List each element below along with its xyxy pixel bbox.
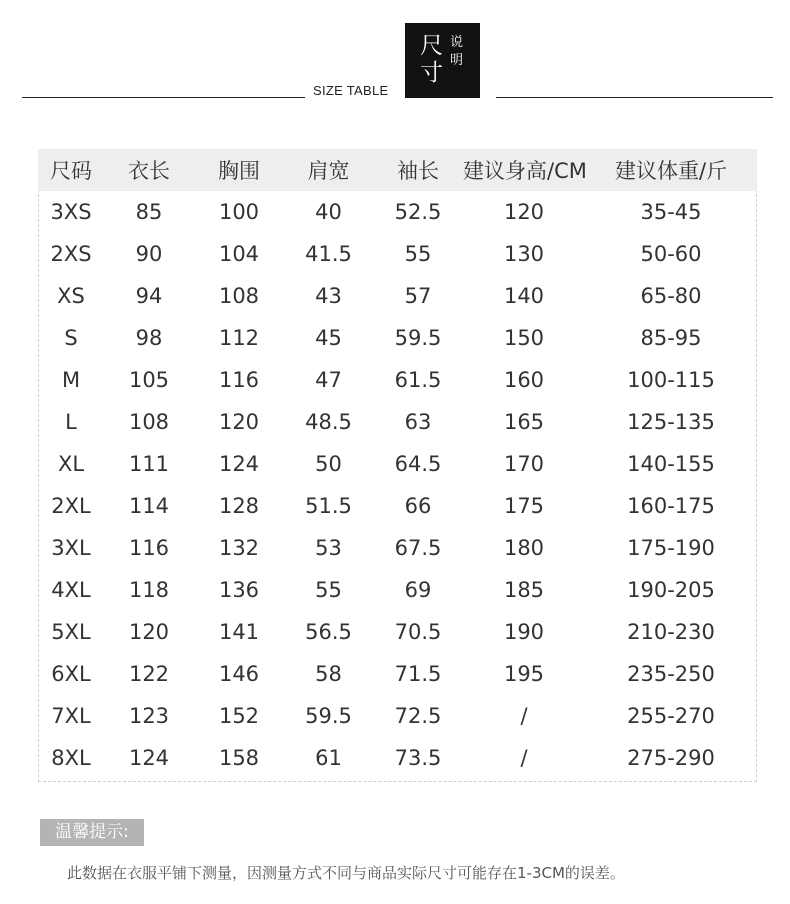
table-cell: 35-45 <box>640 200 702 224</box>
table-cell: / <box>520 746 528 770</box>
table-cell: 255-270 <box>627 704 715 728</box>
table-cell: 56.5 <box>305 620 352 644</box>
tip-label: 温馨提示: <box>40 819 144 846</box>
column-header-shoulder: 肩宽 <box>307 159 350 183</box>
column-header-sleeve: 袖长 <box>397 159 439 183</box>
table-cell: 120 <box>128 620 170 644</box>
table-cell: 98 <box>135 326 163 350</box>
badge-char-shuo: 说 <box>450 35 464 50</box>
table-cell: 48.5 <box>305 410 352 434</box>
badge-char-chi: 尺 <box>420 33 443 59</box>
table-cell: 160-175 <box>627 494 715 518</box>
table-row <box>38 275 757 317</box>
table-cell: 8XL <box>51 746 91 770</box>
table-cell: 128 <box>218 494 260 518</box>
table-cell: 120 <box>503 200 545 224</box>
table-cell: 165 <box>503 410 545 434</box>
table-cell: 69 <box>404 578 432 602</box>
table-cell: 152 <box>218 704 260 728</box>
table-cell: 124 <box>218 452 260 476</box>
table-cell: 100-115 <box>627 368 715 392</box>
table-row <box>38 653 757 695</box>
table-cell: 64.5 <box>394 452 442 476</box>
table-cell: 4XL <box>51 578 91 602</box>
header-rule-right <box>496 97 773 98</box>
table-cell: 57 <box>404 284 432 308</box>
table-cell: 160 <box>503 368 545 392</box>
table-row <box>38 401 757 443</box>
table-cell: 108 <box>128 410 170 434</box>
size-table-grid <box>38 149 757 779</box>
table-row <box>38 737 757 779</box>
column-header-height: 建议身高/CM <box>463 159 587 183</box>
table-cell: 185 <box>503 578 545 602</box>
table-cell: 124 <box>128 746 170 770</box>
table-cell: 170 <box>503 452 545 476</box>
table-cell: 141 <box>218 620 260 644</box>
table-cell: 2XS <box>50 242 92 266</box>
table-cell: 123 <box>128 704 170 728</box>
table-cell: 55 <box>404 242 432 266</box>
table-cell: 116 <box>128 536 170 560</box>
table-cell: 122 <box>128 662 170 686</box>
table-cell: 90 <box>135 242 163 266</box>
table-cell: 5XL <box>51 620 91 644</box>
table-cell: 118 <box>128 578 170 602</box>
table-row <box>38 191 757 233</box>
table-cell: 94 <box>135 284 163 308</box>
header-rule-left <box>22 97 305 98</box>
table-cell: 85-95 <box>640 326 702 350</box>
table-cell: 120 <box>218 410 260 434</box>
tip-text: 此数据在衣服平铺下测量，因测量方式不同与商品实际尺寸可能存在1-3CM的误差。 <box>67 864 625 882</box>
table-row <box>38 233 757 275</box>
table-row <box>38 695 757 737</box>
table-cell: 150 <box>503 326 545 350</box>
table-cell: 190-205 <box>627 578 715 602</box>
table-cell: 210-230 <box>627 620 715 644</box>
table-cell: 65-80 <box>640 284 702 308</box>
table-cell: 52.5 <box>394 200 442 224</box>
table-row <box>38 317 757 359</box>
table-cell: / <box>520 704 528 728</box>
table-cell: 53 <box>315 536 342 560</box>
table-cell: 63 <box>404 410 432 434</box>
table-cell: 50 <box>315 452 342 476</box>
table-cell: 180 <box>503 536 545 560</box>
table-cell: 136 <box>218 578 260 602</box>
table-cell: XS <box>57 284 85 308</box>
table-cell: 190 <box>503 620 545 644</box>
table-row <box>38 527 757 569</box>
column-header-size: 尺码 <box>50 159 92 183</box>
table-cell: 58 <box>315 662 342 686</box>
table-cell: L <box>65 410 77 434</box>
table-cell: 61 <box>315 746 342 770</box>
table-cell: 111 <box>128 452 170 476</box>
table-cell: 108 <box>218 284 260 308</box>
size-guide-badge <box>405 23 480 98</box>
table-cell: 114 <box>128 494 170 518</box>
table-cell: 140 <box>503 284 545 308</box>
table-cell: 7XL <box>51 704 91 728</box>
table-cell: 132 <box>218 536 260 560</box>
table-cell: 73.5 <box>394 746 442 770</box>
table-cell: 175 <box>503 494 545 518</box>
table-body <box>38 191 757 779</box>
table-row <box>38 611 757 653</box>
table-cell: 130 <box>503 242 545 266</box>
table-cell: 3XL <box>51 536 91 560</box>
column-header-chest: 胸围 <box>218 159 260 183</box>
table-cell: 51.5 <box>305 494 352 518</box>
table-cell: 105 <box>128 368 170 392</box>
table-cell: XL <box>57 452 85 476</box>
table-cell: 2XL <box>51 494 91 518</box>
table-cell: 41.5 <box>305 242 352 266</box>
size-table-label: SIZE TABLE <box>313 83 389 98</box>
table-cell: 116 <box>218 368 260 392</box>
table-cell: 112 <box>218 326 260 350</box>
table-row <box>38 359 757 401</box>
table-cell: 67.5 <box>394 536 442 560</box>
table-cell: 146 <box>218 662 260 686</box>
table-cell: S <box>64 326 78 350</box>
table-cell: 70.5 <box>394 620 442 644</box>
badge-char-ming: 明 <box>450 53 464 68</box>
table-cell: 158 <box>218 746 260 770</box>
table-header-row <box>38 149 757 191</box>
table-cell: 140-155 <box>627 452 715 476</box>
table-cell: 59.5 <box>394 326 442 350</box>
table-cell: 55 <box>315 578 342 602</box>
table-cell: 43 <box>315 284 342 308</box>
table-cell: 100 <box>218 200 260 224</box>
table-cell: 195 <box>503 662 545 686</box>
table-cell: M <box>61 368 81 392</box>
table-cell: 175-190 <box>627 536 715 560</box>
table-cell: 72.5 <box>394 704 442 728</box>
table-cell: 47 <box>315 368 342 392</box>
table-cell: 59.5 <box>305 704 352 728</box>
table-cell: 40 <box>315 200 342 224</box>
column-header-weight: 建议体重/斤 <box>614 159 728 183</box>
table-cell: 50-60 <box>640 242 702 266</box>
badge-char-cun: 寸 <box>420 60 443 86</box>
table-cell: 85 <box>135 200 163 224</box>
table-cell: 104 <box>218 242 260 266</box>
table-cell: 45 <box>315 326 342 350</box>
table-cell: 125-135 <box>627 410 715 434</box>
column-header-length: 衣长 <box>128 159 170 183</box>
table-cell: 6XL <box>51 662 91 686</box>
table-cell: 275-290 <box>627 746 715 770</box>
table-row <box>38 485 757 527</box>
table-cell: 61.5 <box>394 368 442 392</box>
table-cell: 71.5 <box>394 662 442 686</box>
size-table <box>38 149 757 782</box>
table-cell: 235-250 <box>627 662 715 686</box>
table-cell: 3XS <box>50 200 92 224</box>
table-row <box>38 569 757 611</box>
table-cell: 66 <box>404 494 432 518</box>
table-row <box>38 443 757 485</box>
